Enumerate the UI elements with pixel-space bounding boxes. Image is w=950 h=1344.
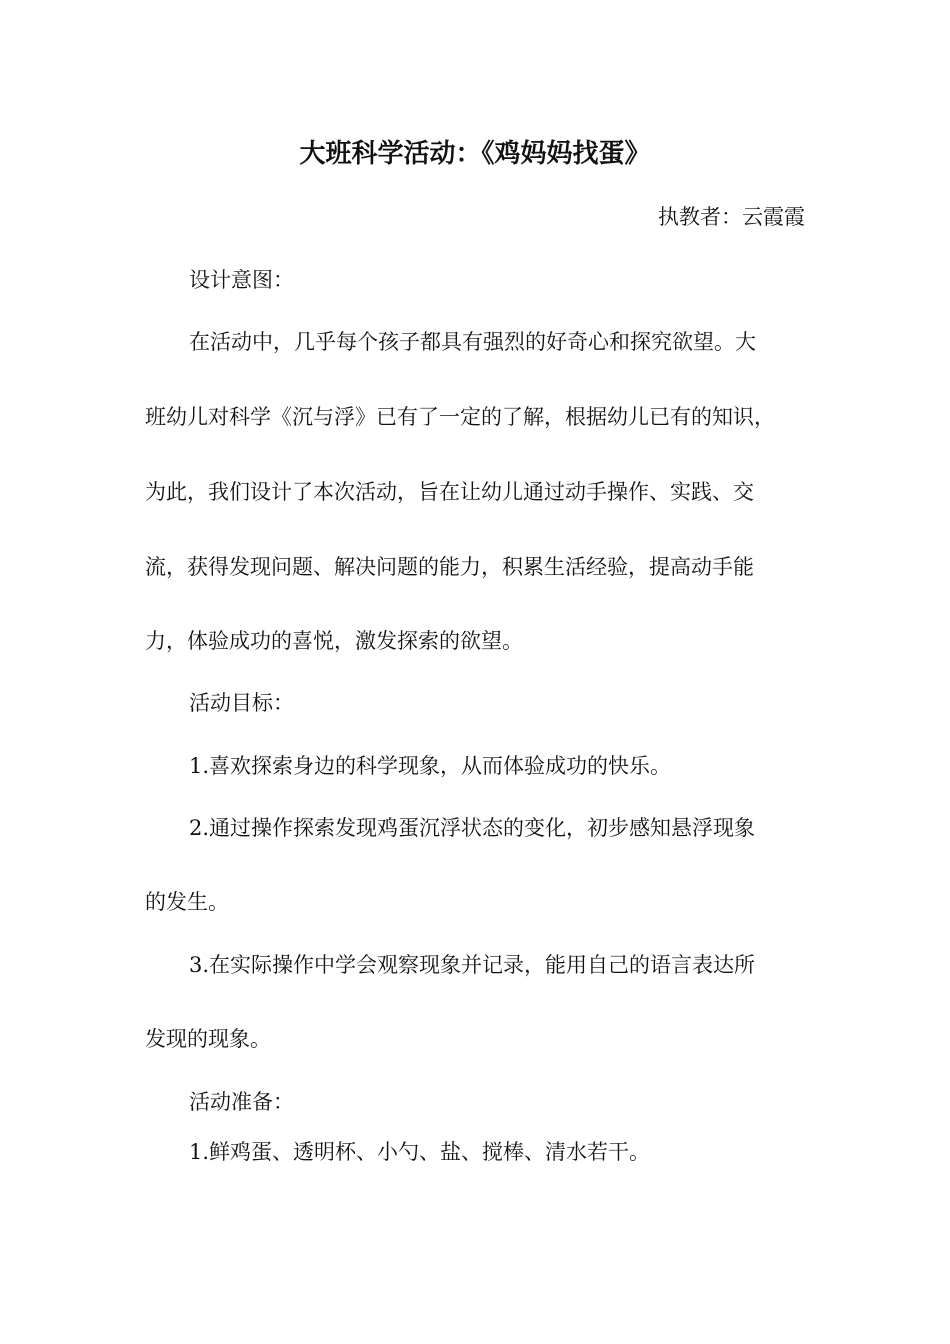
design-line-2: 班幼儿对科学《沉与浮》已有了一定的了解，根据幼儿已有的知识， — [145, 405, 775, 429]
design-line-5: 力，体验成功的喜悦，激发探索的欲望。 — [145, 629, 523, 653]
prep-heading: 活动准备： — [189, 1090, 294, 1114]
design-line-4: 流，获得发现问题、解决问题的能力，积累生活经验，提高动手能 — [145, 555, 754, 579]
document-title: 大班科学活动：《鸡妈妈找蛋》 — [299, 139, 651, 169]
goal-3-continued: 发现的现象。 — [145, 1027, 271, 1051]
design-line-3: 为此，我们设计了本次活动，旨在让幼儿通过动手操作、实践、交 — [145, 480, 754, 504]
goal-3: 3.在实际操作中学会观察现象并记录，能用自己的语言表达所 — [189, 953, 756, 977]
goal-2-continued: 的发生。 — [145, 890, 229, 914]
prep-item-1: 1.鲜鸡蛋、透明杯、小勺、盐、搅棒、清水若干。 — [189, 1140, 651, 1164]
goals-heading: 活动目标： — [189, 691, 294, 715]
design-heading: 设计意图： — [189, 268, 294, 292]
goal-2: 2.通过操作探索发现鸡蛋沉浮状态的变化，初步感知悬浮现象 — [189, 816, 756, 840]
author-line: 执教者：云霞霞 — [658, 205, 805, 229]
design-line-1: 在活动中，几乎每个孩子都具有强烈的好奇心和探究欲望。大 — [189, 330, 756, 354]
goal-1: 1.喜欢探索身边的科学现象，从而体验成功的快乐。 — [189, 754, 672, 778]
